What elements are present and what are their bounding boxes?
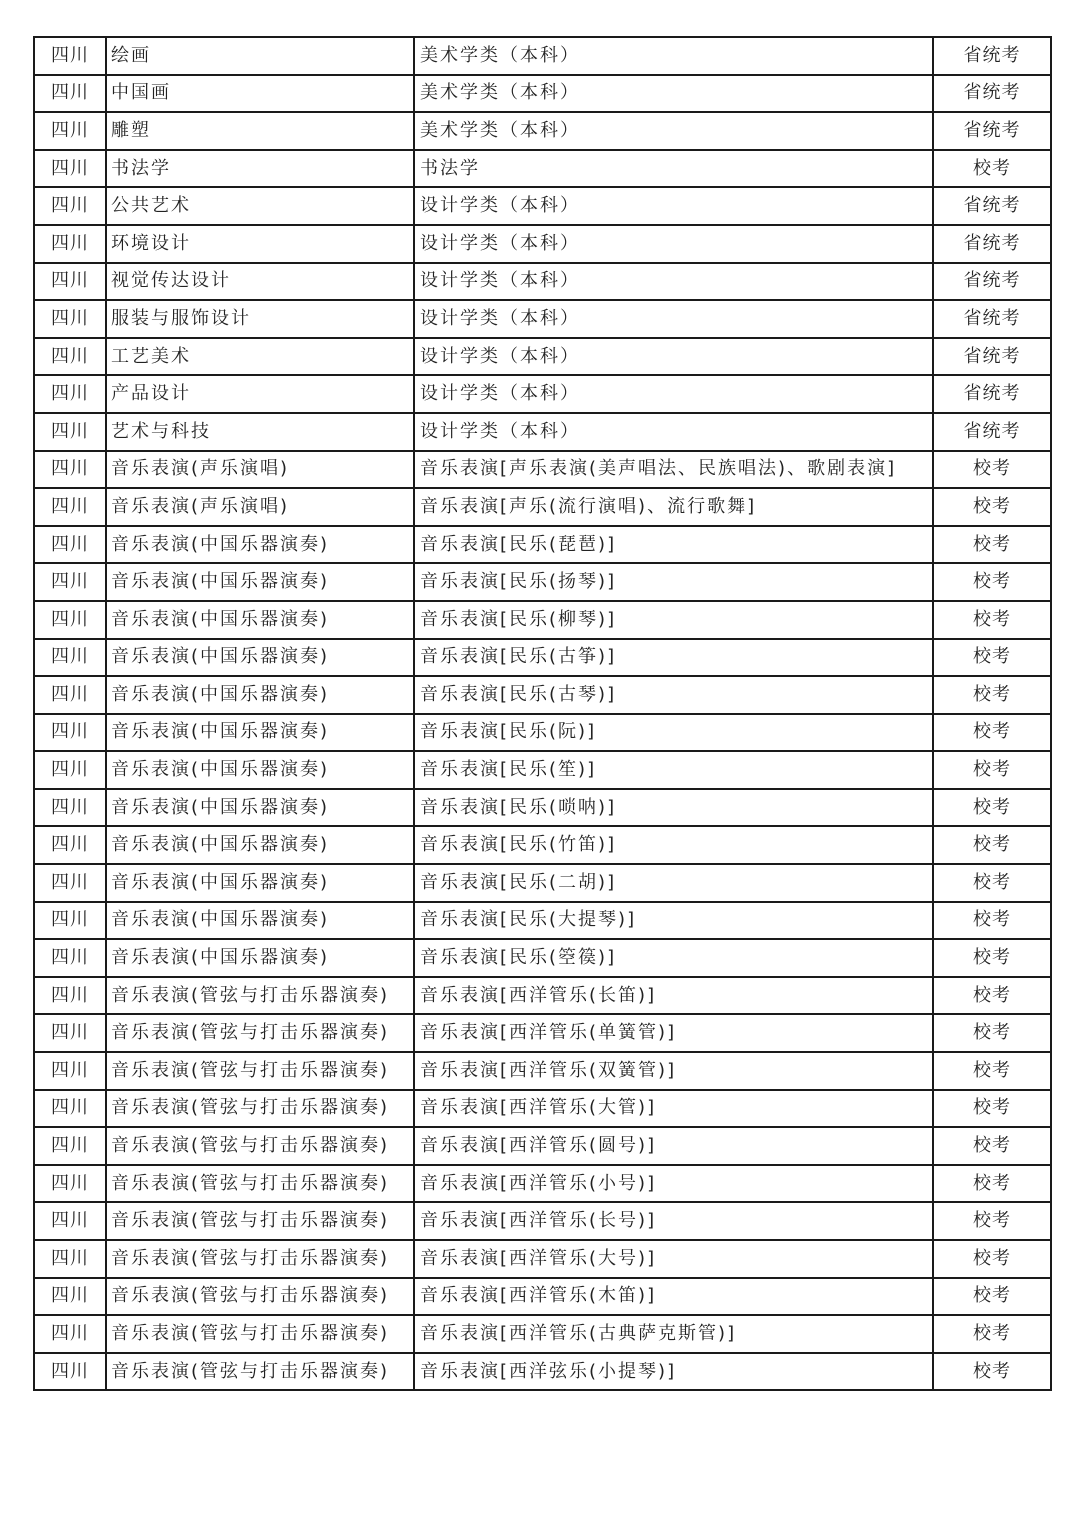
province-cell: 四川 bbox=[34, 375, 106, 413]
exam-type-cell: 省统考 bbox=[933, 263, 1051, 301]
exam-type-cell: 校考 bbox=[933, 977, 1051, 1015]
category-cell: 音乐表演[民乐(扬琴)] bbox=[414, 563, 933, 601]
category-cell: 音乐表演[声乐(流行演唱)、流行歌舞] bbox=[414, 488, 933, 526]
category-cell: 设计学类（本科） bbox=[414, 338, 933, 376]
major-cell: 音乐表演(管弦与打击乐器演奏) bbox=[106, 1315, 414, 1353]
major-cell: 音乐表演(中国乐器演奏) bbox=[106, 902, 414, 940]
table-row bbox=[34, 864, 1051, 902]
major-cell: 艺术与科技 bbox=[106, 413, 414, 451]
table-row bbox=[34, 751, 1051, 789]
major-cell: 音乐表演(中国乐器演奏) bbox=[106, 639, 414, 677]
major-cell: 公共艺术 bbox=[106, 187, 414, 225]
exam-type-cell: 省统考 bbox=[933, 300, 1051, 338]
category-cell: 音乐表演[西洋管乐(双簧管)] bbox=[414, 1052, 933, 1090]
province-cell: 四川 bbox=[34, 75, 106, 113]
table-row bbox=[34, 939, 1051, 977]
exam-type-cell: 校考 bbox=[933, 1240, 1051, 1278]
table-row bbox=[34, 714, 1051, 752]
province-cell: 四川 bbox=[34, 338, 106, 376]
category-cell: 音乐表演[西洋管乐(圆号)] bbox=[414, 1127, 933, 1165]
exam-type-cell: 校考 bbox=[933, 1127, 1051, 1165]
province-cell: 四川 bbox=[34, 751, 106, 789]
exam-type-cell: 校考 bbox=[933, 939, 1051, 977]
table-row bbox=[34, 37, 1051, 75]
major-cell: 工艺美术 bbox=[106, 338, 414, 376]
province-cell: 四川 bbox=[34, 563, 106, 601]
province-cell: 四川 bbox=[34, 1014, 106, 1052]
table-row bbox=[34, 563, 1051, 601]
major-cell: 音乐表演(管弦与打击乐器演奏) bbox=[106, 1202, 414, 1240]
exam-type-cell: 省统考 bbox=[933, 37, 1051, 75]
exam-type-cell: 校考 bbox=[933, 676, 1051, 714]
major-cell: 音乐表演(中国乐器演奏) bbox=[106, 601, 414, 639]
province-cell: 四川 bbox=[34, 1278, 106, 1316]
exam-type-cell: 校考 bbox=[933, 1014, 1051, 1052]
major-cell: 绘画 bbox=[106, 37, 414, 75]
exam-type-cell: 校考 bbox=[933, 150, 1051, 188]
category-cell: 音乐表演[民乐(琵琶)] bbox=[414, 526, 933, 564]
province-cell: 四川 bbox=[34, 150, 106, 188]
major-cell: 音乐表演(中国乐器演奏) bbox=[106, 714, 414, 752]
table-row bbox=[34, 676, 1051, 714]
major-cell: 音乐表演(中国乐器演奏) bbox=[106, 526, 414, 564]
table-row bbox=[34, 413, 1051, 451]
category-cell: 音乐表演[民乐(箜篌)] bbox=[414, 939, 933, 977]
major-cell: 音乐表演(管弦与打击乐器演奏) bbox=[106, 977, 414, 1015]
category-cell: 音乐表演[西洋管乐(木笛)] bbox=[414, 1278, 933, 1316]
province-cell: 四川 bbox=[34, 526, 106, 564]
major-cell: 音乐表演(管弦与打击乐器演奏) bbox=[106, 1353, 414, 1391]
exam-type-cell: 省统考 bbox=[933, 413, 1051, 451]
major-cell: 音乐表演(中国乐器演奏) bbox=[106, 563, 414, 601]
table-row bbox=[34, 263, 1051, 301]
category-cell: 美术学类（本科） bbox=[414, 112, 933, 150]
exam-type-cell: 校考 bbox=[933, 864, 1051, 902]
category-cell: 设计学类（本科） bbox=[414, 413, 933, 451]
table-row bbox=[34, 526, 1051, 564]
exam-type-cell: 校考 bbox=[933, 526, 1051, 564]
province-cell: 四川 bbox=[34, 939, 106, 977]
category-cell: 设计学类（本科） bbox=[414, 300, 933, 338]
table-row bbox=[34, 338, 1051, 376]
exam-type-cell: 省统考 bbox=[933, 375, 1051, 413]
category-cell: 音乐表演[西洋管乐(长号)] bbox=[414, 1202, 933, 1240]
category-cell: 设计学类（本科） bbox=[414, 263, 933, 301]
table-row bbox=[34, 1090, 1051, 1128]
category-cell: 音乐表演[西洋管乐(大号)] bbox=[414, 1240, 933, 1278]
table-row bbox=[34, 977, 1051, 1015]
category-cell: 设计学类（本科） bbox=[414, 187, 933, 225]
table-row bbox=[34, 1202, 1051, 1240]
exam-type-cell: 校考 bbox=[933, 1165, 1051, 1203]
table-row bbox=[34, 187, 1051, 225]
table-row bbox=[34, 789, 1051, 827]
province-cell: 四川 bbox=[34, 1240, 106, 1278]
province-cell: 四川 bbox=[34, 263, 106, 301]
exam-type-cell: 校考 bbox=[933, 1315, 1051, 1353]
table-row bbox=[34, 75, 1051, 113]
category-cell: 音乐表演[民乐(二胡)] bbox=[414, 864, 933, 902]
category-cell: 音乐表演[西洋管乐(大管)] bbox=[414, 1090, 933, 1128]
exam-type-cell: 校考 bbox=[933, 826, 1051, 864]
table-row bbox=[34, 902, 1051, 940]
exam-type-cell: 校考 bbox=[933, 902, 1051, 940]
exam-type-cell: 校考 bbox=[933, 451, 1051, 489]
province-cell: 四川 bbox=[34, 1202, 106, 1240]
exam-type-cell: 校考 bbox=[933, 751, 1051, 789]
major-cell: 雕塑 bbox=[106, 112, 414, 150]
major-cell: 音乐表演(管弦与打击乐器演奏) bbox=[106, 1052, 414, 1090]
category-cell: 设计学类（本科） bbox=[414, 225, 933, 263]
province-cell: 四川 bbox=[34, 413, 106, 451]
province-cell: 四川 bbox=[34, 112, 106, 150]
province-cell: 四川 bbox=[34, 225, 106, 263]
major-cell: 服装与服饰设计 bbox=[106, 300, 414, 338]
category-cell: 音乐表演[民乐(古琴)] bbox=[414, 676, 933, 714]
province-cell: 四川 bbox=[34, 1165, 106, 1203]
table-body bbox=[34, 37, 1051, 1390]
table-row bbox=[34, 1240, 1051, 1278]
major-cell: 音乐表演(管弦与打击乐器演奏) bbox=[106, 1014, 414, 1052]
province-cell: 四川 bbox=[34, 676, 106, 714]
exam-type-cell: 校考 bbox=[933, 563, 1051, 601]
category-cell: 音乐表演[声乐表演(美声唱法、民族唱法)、歌剧表演] bbox=[414, 451, 933, 489]
exam-type-cell: 省统考 bbox=[933, 338, 1051, 376]
category-cell: 音乐表演[民乐(古筝)] bbox=[414, 639, 933, 677]
category-cell: 音乐表演[西洋管乐(单簧管)] bbox=[414, 1014, 933, 1052]
major-cell: 产品设计 bbox=[106, 375, 414, 413]
category-cell: 书法学 bbox=[414, 150, 933, 188]
province-cell: 四川 bbox=[34, 1353, 106, 1391]
major-cell: 音乐表演(中国乐器演奏) bbox=[106, 864, 414, 902]
major-cell: 音乐表演(管弦与打击乐器演奏) bbox=[106, 1127, 414, 1165]
table-row bbox=[34, 1165, 1051, 1203]
category-cell: 音乐表演[民乐(阮)] bbox=[414, 714, 933, 752]
province-cell: 四川 bbox=[34, 488, 106, 526]
major-cell: 音乐表演(中国乐器演奏) bbox=[106, 939, 414, 977]
exam-type-cell: 校考 bbox=[933, 714, 1051, 752]
table-row bbox=[34, 150, 1051, 188]
exam-type-cell: 校考 bbox=[933, 488, 1051, 526]
province-cell: 四川 bbox=[34, 789, 106, 827]
exam-type-cell: 校考 bbox=[933, 1353, 1051, 1391]
category-cell: 音乐表演[西洋管乐(长笛)] bbox=[414, 977, 933, 1015]
province-cell: 四川 bbox=[34, 864, 106, 902]
table-row bbox=[34, 1315, 1051, 1353]
table-row bbox=[34, 1127, 1051, 1165]
province-cell: 四川 bbox=[34, 187, 106, 225]
exam-type-cell: 校考 bbox=[933, 1052, 1051, 1090]
table-row bbox=[34, 601, 1051, 639]
table-row bbox=[34, 639, 1051, 677]
table-row bbox=[34, 488, 1051, 526]
table-row bbox=[34, 112, 1051, 150]
province-cell: 四川 bbox=[34, 300, 106, 338]
major-exam-table bbox=[33, 36, 1052, 1391]
exam-type-cell: 省统考 bbox=[933, 75, 1051, 113]
category-cell: 音乐表演[西洋弦乐(小提琴)] bbox=[414, 1353, 933, 1391]
major-cell: 音乐表演(中国乐器演奏) bbox=[106, 789, 414, 827]
table-row bbox=[34, 1052, 1051, 1090]
exam-type-cell: 校考 bbox=[933, 1278, 1051, 1316]
major-cell: 音乐表演(中国乐器演奏) bbox=[106, 826, 414, 864]
major-cell: 音乐表演(管弦与打击乐器演奏) bbox=[106, 1240, 414, 1278]
table-row bbox=[34, 451, 1051, 489]
province-cell: 四川 bbox=[34, 1127, 106, 1165]
major-cell: 音乐表演(管弦与打击乐器演奏) bbox=[106, 1090, 414, 1128]
province-cell: 四川 bbox=[34, 37, 106, 75]
table-row bbox=[34, 375, 1051, 413]
major-cell: 音乐表演(管弦与打击乐器演奏) bbox=[106, 1278, 414, 1316]
province-cell: 四川 bbox=[34, 977, 106, 1015]
exam-type-cell: 校考 bbox=[933, 1202, 1051, 1240]
exam-type-cell: 校考 bbox=[933, 601, 1051, 639]
exam-type-cell: 校考 bbox=[933, 1090, 1051, 1128]
major-cell: 书法学 bbox=[106, 150, 414, 188]
category-cell: 音乐表演[西洋管乐(古典萨克斯管)] bbox=[414, 1315, 933, 1353]
category-cell: 美术学类（本科） bbox=[414, 75, 933, 113]
category-cell: 美术学类（本科） bbox=[414, 37, 933, 75]
major-cell: 音乐表演(中国乐器演奏) bbox=[106, 751, 414, 789]
province-cell: 四川 bbox=[34, 639, 106, 677]
major-cell: 音乐表演(中国乐器演奏) bbox=[106, 676, 414, 714]
category-cell: 音乐表演[民乐(唢呐)] bbox=[414, 789, 933, 827]
province-cell: 四川 bbox=[34, 902, 106, 940]
category-cell: 音乐表演[民乐(笙)] bbox=[414, 751, 933, 789]
exam-type-cell: 校考 bbox=[933, 789, 1051, 827]
major-cell: 环境设计 bbox=[106, 225, 414, 263]
exam-type-cell: 校考 bbox=[933, 639, 1051, 677]
province-cell: 四川 bbox=[34, 601, 106, 639]
table-row bbox=[34, 826, 1051, 864]
table-row bbox=[34, 300, 1051, 338]
category-cell: 音乐表演[民乐(柳琴)] bbox=[414, 601, 933, 639]
major-cell: 音乐表演(声乐演唱) bbox=[106, 488, 414, 526]
province-cell: 四川 bbox=[34, 1315, 106, 1353]
category-cell: 音乐表演[民乐(竹笛)] bbox=[414, 826, 933, 864]
category-cell: 音乐表演[西洋管乐(小号)] bbox=[414, 1165, 933, 1203]
major-cell: 中国画 bbox=[106, 75, 414, 113]
province-cell: 四川 bbox=[34, 451, 106, 489]
major-cell: 音乐表演(管弦与打击乐器演奏) bbox=[106, 1165, 414, 1203]
province-cell: 四川 bbox=[34, 1052, 106, 1090]
province-cell: 四川 bbox=[34, 1090, 106, 1128]
table-row bbox=[34, 225, 1051, 263]
table-row bbox=[34, 1014, 1051, 1052]
exam-type-cell: 省统考 bbox=[933, 112, 1051, 150]
table-row bbox=[34, 1278, 1051, 1316]
province-cell: 四川 bbox=[34, 826, 106, 864]
exam-type-cell: 省统考 bbox=[933, 225, 1051, 263]
major-cell: 视觉传达设计 bbox=[106, 263, 414, 301]
major-cell: 音乐表演(声乐演唱) bbox=[106, 451, 414, 489]
table-row bbox=[34, 1353, 1051, 1391]
category-cell: 设计学类（本科） bbox=[414, 375, 933, 413]
province-cell: 四川 bbox=[34, 714, 106, 752]
exam-type-cell: 省统考 bbox=[933, 187, 1051, 225]
category-cell: 音乐表演[民乐(大提琴)] bbox=[414, 902, 933, 940]
